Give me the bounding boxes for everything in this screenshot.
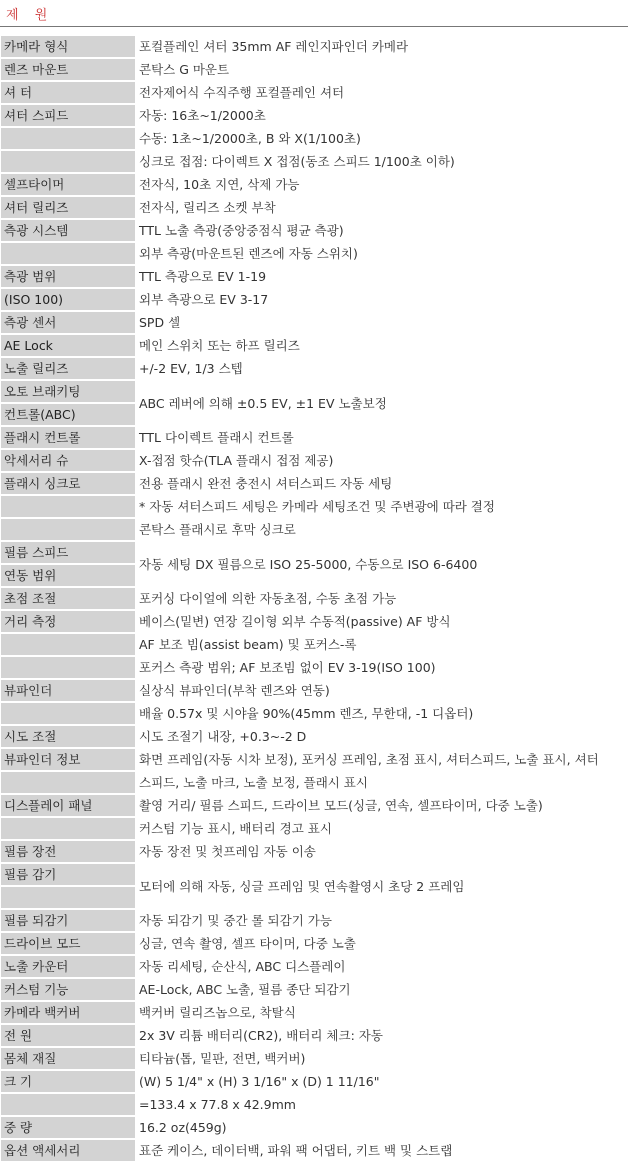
spec-value: 모터에 의해 자동, 싱글 프레임 및 연속촬영시 초당 2 프레임 <box>139 878 465 894</box>
spec-value: (W) 5 1/4" x (H) 3 1/16" x (D) 1 11/16" <box>139 1074 380 1089</box>
spec-label <box>1 1094 135 1115</box>
spec-value-cell <box>139 1071 629 1117</box>
spec-label-cell <box>1 910 135 933</box>
spec-label <box>1 496 135 517</box>
spec-value-cell <box>139 1025 629 1048</box>
spec-value: 메인 스위치 또는 하프 릴리즈 <box>139 338 300 353</box>
spec-label: 측광 범위 <box>1 266 135 287</box>
spec-label-cell <box>1 864 135 910</box>
spec-label: (ISO 100) <box>1 289 135 310</box>
spec-value-cell <box>139 726 629 749</box>
spec-value: 촬영 거리/ 필름 스피드, 드라이브 모드(싱글, 연속, 셀프타이머, 다중 노출) <box>139 798 543 813</box>
spec-value-cell <box>139 956 629 979</box>
spec-label: 셀프타이머 <box>1 174 135 195</box>
spec-value: 콘탁스 플래시로 후막 싱크로 <box>139 522 296 537</box>
spec-row <box>1 910 629 933</box>
spec-value: 콘탁스 G 마운트 <box>139 62 230 77</box>
spec-label-cell <box>1 36 135 59</box>
spec-label <box>1 519 135 540</box>
spec-row <box>1 979 629 1002</box>
section-header <box>0 0 630 30</box>
spec-label-cell <box>1 450 135 473</box>
spec-label-cell <box>1 542 135 588</box>
spec-row <box>1 542 629 588</box>
spec-row <box>1 1025 629 1048</box>
spec-value: TTL 다이렉트 플래시 컨트롤 <box>139 430 294 445</box>
spec-label: 옵션 액세서리 <box>1 1140 135 1161</box>
spec-label: 컨트롤(ABC) <box>1 404 135 425</box>
spec-label <box>1 703 135 724</box>
spec-label: 악세서리 슈 <box>1 450 135 471</box>
spec-value-cell <box>139 795 629 841</box>
spec-value-cell <box>139 174 629 197</box>
spec-value: AF 보조 빔(assist beam) 및 포커스-록 <box>139 637 357 652</box>
spec-value-cell <box>139 335 629 358</box>
spec-value: 포커싱 다이얼에 의한 자동초점, 수동 초점 가능 <box>139 591 397 606</box>
spec-row <box>1 1071 629 1117</box>
spec-label: 뷰파인더 정보 <box>1 749 135 770</box>
spec-row <box>1 795 629 841</box>
spec-label <box>1 657 135 678</box>
spec-row <box>1 381 629 427</box>
spec-label <box>1 772 135 793</box>
spec-label-cell <box>1 588 135 611</box>
spec-label: 필름 스피드 <box>1 542 135 563</box>
spec-label: 필름 되감기 <box>1 910 135 931</box>
spec-row <box>1 749 629 795</box>
spec-label-cell <box>1 197 135 220</box>
spec-value: 외부 측광으로 EV 3-17 <box>139 292 269 307</box>
spec-row <box>1 933 629 956</box>
spec-label-cell <box>1 1071 135 1117</box>
spec-label-cell <box>1 220 135 266</box>
spec-row <box>1 220 629 266</box>
spec-value: 포커스 측광 범위; AF 보조빔 없이 EV 3-19(ISO 100) <box>139 660 436 675</box>
spec-value: 외부 측광(마운트된 렌즈에 자동 스위치) <box>139 246 358 261</box>
spec-value-cell <box>139 473 629 542</box>
spec-label <box>1 634 135 655</box>
spec-label-cell <box>1 1025 135 1048</box>
spec-label-cell <box>1 427 135 450</box>
spec-value: TTL 측광으로 EV 1-19 <box>139 269 267 284</box>
spec-label: 필름 장전 <box>1 841 135 862</box>
spec-value-cell <box>139 841 629 864</box>
spec-row <box>1 197 629 220</box>
spec-value: 실상식 뷰파인더(부착 렌즈와 연동) <box>139 683 330 698</box>
spec-label-cell <box>1 1002 135 1025</box>
spec-row <box>1 680 629 726</box>
title-divider <box>0 26 628 27</box>
spec-value-cell <box>139 82 629 105</box>
spec-value: 포컬플레인 셔터 35mm AF 레인지파인더 카메라 <box>139 39 409 54</box>
spec-row <box>1 427 629 450</box>
spec-label: 몸체 재질 <box>1 1048 135 1069</box>
spec-label <box>1 243 135 264</box>
spec-table <box>1 36 629 1163</box>
spec-label-cell <box>1 611 135 680</box>
spec-label-cell <box>1 726 135 749</box>
spec-value: 표준 케이스, 데이터백, 파워 팩 어댑터, 키트 백 및 스트랩 <box>139 1143 453 1158</box>
spec-value: ABC 레버에 의해 ±0.5 EV, ±1 EV 노출보정 <box>139 395 387 411</box>
spec-label-cell <box>1 266 135 312</box>
spec-value: AE-Lock, ABC 노출, 필름 종단 되감기 <box>139 982 351 997</box>
spec-row <box>1 864 629 910</box>
spec-label: 측광 센서 <box>1 312 135 333</box>
spec-value-cell <box>139 749 629 795</box>
spec-row <box>1 1002 629 1025</box>
spec-value-cell <box>139 1117 629 1140</box>
spec-label-cell <box>1 358 135 381</box>
spec-label: 드라이브 모드 <box>1 933 135 954</box>
spec-value: +/-2 EV, 1/3 스텝 <box>139 361 243 376</box>
spec-value-cell <box>139 542 629 588</box>
spec-label <box>1 151 135 172</box>
spec-value-cell <box>139 1048 629 1071</box>
spec-row <box>1 82 629 105</box>
spec-row <box>1 266 629 312</box>
spec-label <box>1 818 135 839</box>
spec-label: 노출 카운터 <box>1 956 135 977</box>
spec-value: 전자식, 릴리즈 소켓 부착 <box>139 200 276 215</box>
spec-value-cell <box>139 864 629 910</box>
spec-label-cell <box>1 933 135 956</box>
spec-value-cell <box>139 588 629 611</box>
spec-label-cell <box>1 59 135 82</box>
spec-value: 자동: 16초~1/2000초 <box>139 108 266 123</box>
spec-value-cell <box>139 450 629 473</box>
spec-value: SPD 셀 <box>139 315 181 330</box>
spec-row <box>1 335 629 358</box>
spec-label: 셔 터 <box>1 82 135 103</box>
spec-value-cell <box>139 979 629 1002</box>
spec-row <box>1 1117 629 1140</box>
section-title: 제 원 <box>6 8 54 23</box>
spec-value-cell <box>139 910 629 933</box>
spec-value: 2x 3V 리튬 배터리(CR2), 배터리 체크: 자동 <box>139 1028 383 1043</box>
spec-label: 측광 시스템 <box>1 220 135 241</box>
spec-value: 시도 조절기 내장, +0.3~-2 D <box>139 729 307 744</box>
spec-label-cell <box>1 335 135 358</box>
spec-label: 연동 범위 <box>1 565 135 586</box>
spec-label: 렌즈 마운트 <box>1 59 135 80</box>
spec-value-cell <box>139 611 629 680</box>
spec-row <box>1 841 629 864</box>
spec-row <box>1 174 629 197</box>
spec-value-cell <box>139 933 629 956</box>
spec-value: 커스텀 기능 표시, 배터리 경고 표시 <box>139 821 332 836</box>
spec-label <box>1 887 135 908</box>
spec-label: 오토 브래키팅 <box>1 381 135 402</box>
spec-value: 16.2 oz(459g) <box>139 1120 227 1135</box>
spec-label-cell <box>1 82 135 105</box>
spec-value-cell <box>139 220 629 266</box>
spec-value-cell <box>139 358 629 381</box>
spec-value: * 자동 셔터스피드 세팅은 카메라 세팅조건 및 주변광에 따라 결정 <box>139 499 495 514</box>
spec-value: 싱크로 접점: 다이렉트 X 접점(동조 스피드 1/100초 이하) <box>139 154 455 169</box>
spec-label: 크 기 <box>1 1071 135 1092</box>
spec-label: AE Lock <box>1 335 135 356</box>
spec-label-cell <box>1 956 135 979</box>
spec-label: 카메라 형식 <box>1 36 135 57</box>
spec-row <box>1 450 629 473</box>
spec-value: 자동 세팅 DX 필름으로 ISO 25-5000, 수동으로 ISO 6-6400 <box>139 556 478 572</box>
spec-row <box>1 588 629 611</box>
spec-row <box>1 1048 629 1071</box>
spec-label-cell <box>1 105 135 174</box>
spec-value-cell <box>139 1002 629 1025</box>
spec-row <box>1 726 629 749</box>
spec-label-cell <box>1 174 135 197</box>
spec-label: 노출 릴리즈 <box>1 358 135 379</box>
spec-value: =133.4 x 77.8 x 42.9mm <box>139 1097 296 1112</box>
spec-value: 전자제어식 수직주행 포컬플레인 셔터 <box>139 85 345 100</box>
spec-value-cell <box>139 105 629 174</box>
spec-label: 디스플레이 패널 <box>1 795 135 816</box>
spec-label: 커스텀 기능 <box>1 979 135 1000</box>
spec-label-cell <box>1 312 135 335</box>
spec-label-cell <box>1 749 135 795</box>
spec-label-cell <box>1 841 135 864</box>
spec-value: TTL 노출 측광(중앙중점식 평균 측광) <box>139 223 344 238</box>
spec-row <box>1 956 629 979</box>
spec-row <box>1 473 629 542</box>
spec-value: 백커버 릴리즈놉으로, 착탈식 <box>139 1005 296 1020</box>
spec-label: 플래시 컨트롤 <box>1 427 135 448</box>
spec-value: 티타늄(톱, 밑판, 전면, 백커버) <box>139 1051 306 1066</box>
spec-value-cell <box>139 381 629 427</box>
spec-row <box>1 358 629 381</box>
spec-value: 전자식, 10초 지연, 삭제 가능 <box>139 177 300 192</box>
spec-value-cell <box>139 59 629 82</box>
spec-value-cell <box>139 680 629 726</box>
spec-label-cell <box>1 381 135 427</box>
spec-label-cell <box>1 795 135 841</box>
spec-label: 초점 조절 <box>1 588 135 609</box>
spec-value-cell <box>139 312 629 335</box>
spec-label: 셔터 스피드 <box>1 105 135 126</box>
spec-value: 자동 장전 및 첫프레임 자동 이송 <box>139 844 316 859</box>
spec-label: 플래시 싱크로 <box>1 473 135 494</box>
spec-label-cell <box>1 1117 135 1140</box>
spec-value-cell <box>139 197 629 220</box>
spec-value: 자동 리세팅, 순산식, ABC 디스플레이 <box>139 959 346 974</box>
spec-value: 배율 0.57x 및 시야율 90%(45mm 렌즈, 무한대, -1 디옵터) <box>139 706 474 721</box>
spec-value-cell <box>139 427 629 450</box>
spec-value: 자동 되감기 및 중간 롤 되감기 가능 <box>139 913 332 928</box>
spec-label-cell <box>1 680 135 726</box>
spec-value: 싱글, 연속 촬영, 셀프 타이머, 다중 노출 <box>139 936 356 951</box>
spec-row <box>1 105 629 174</box>
spec-label-cell <box>1 1048 135 1071</box>
spec-row <box>1 611 629 680</box>
spec-label: 셔터 릴리즈 <box>1 197 135 218</box>
spec-label-cell <box>1 473 135 542</box>
spec-label: 거리 측정 <box>1 611 135 632</box>
spec-label-cell <box>1 979 135 1002</box>
spec-label: 시도 조절 <box>1 726 135 747</box>
spec-label: 중 량 <box>1 1117 135 1138</box>
spec-label <box>1 128 135 149</box>
spec-value-cell <box>139 36 629 59</box>
spec-row <box>1 36 629 59</box>
spec-value: 스피드, 노출 마크, 노출 보정, 플래시 표시 <box>139 775 368 790</box>
spec-value: 전용 플래시 완전 충전시 셔터스피드 자동 세팅 <box>139 476 393 491</box>
spec-label: 필름 감기 <box>1 864 135 885</box>
spec-label: 뷰파인더 <box>1 680 135 701</box>
spec-value: X-접점 핫슈(TLA 플래시 접점 제공) <box>139 453 334 468</box>
spec-value: 수동: 1초~1/2000초, B 와 X(1/100초) <box>139 131 361 146</box>
spec-row <box>1 59 629 82</box>
spec-row <box>1 312 629 335</box>
spec-value: 베이스(밑변) 연장 길이형 외부 수동적(passive) AF 방식 <box>139 614 451 629</box>
spec-value-cell <box>139 266 629 312</box>
spec-label: 전 원 <box>1 1025 135 1046</box>
spec-value: 화면 프레임(자동 시차 보정), 포커싱 프레임, 초점 표시, 셔터스피드, 노출 표시, 셔터 <box>139 752 599 767</box>
spec-label: 카메라 백커버 <box>1 1002 135 1023</box>
